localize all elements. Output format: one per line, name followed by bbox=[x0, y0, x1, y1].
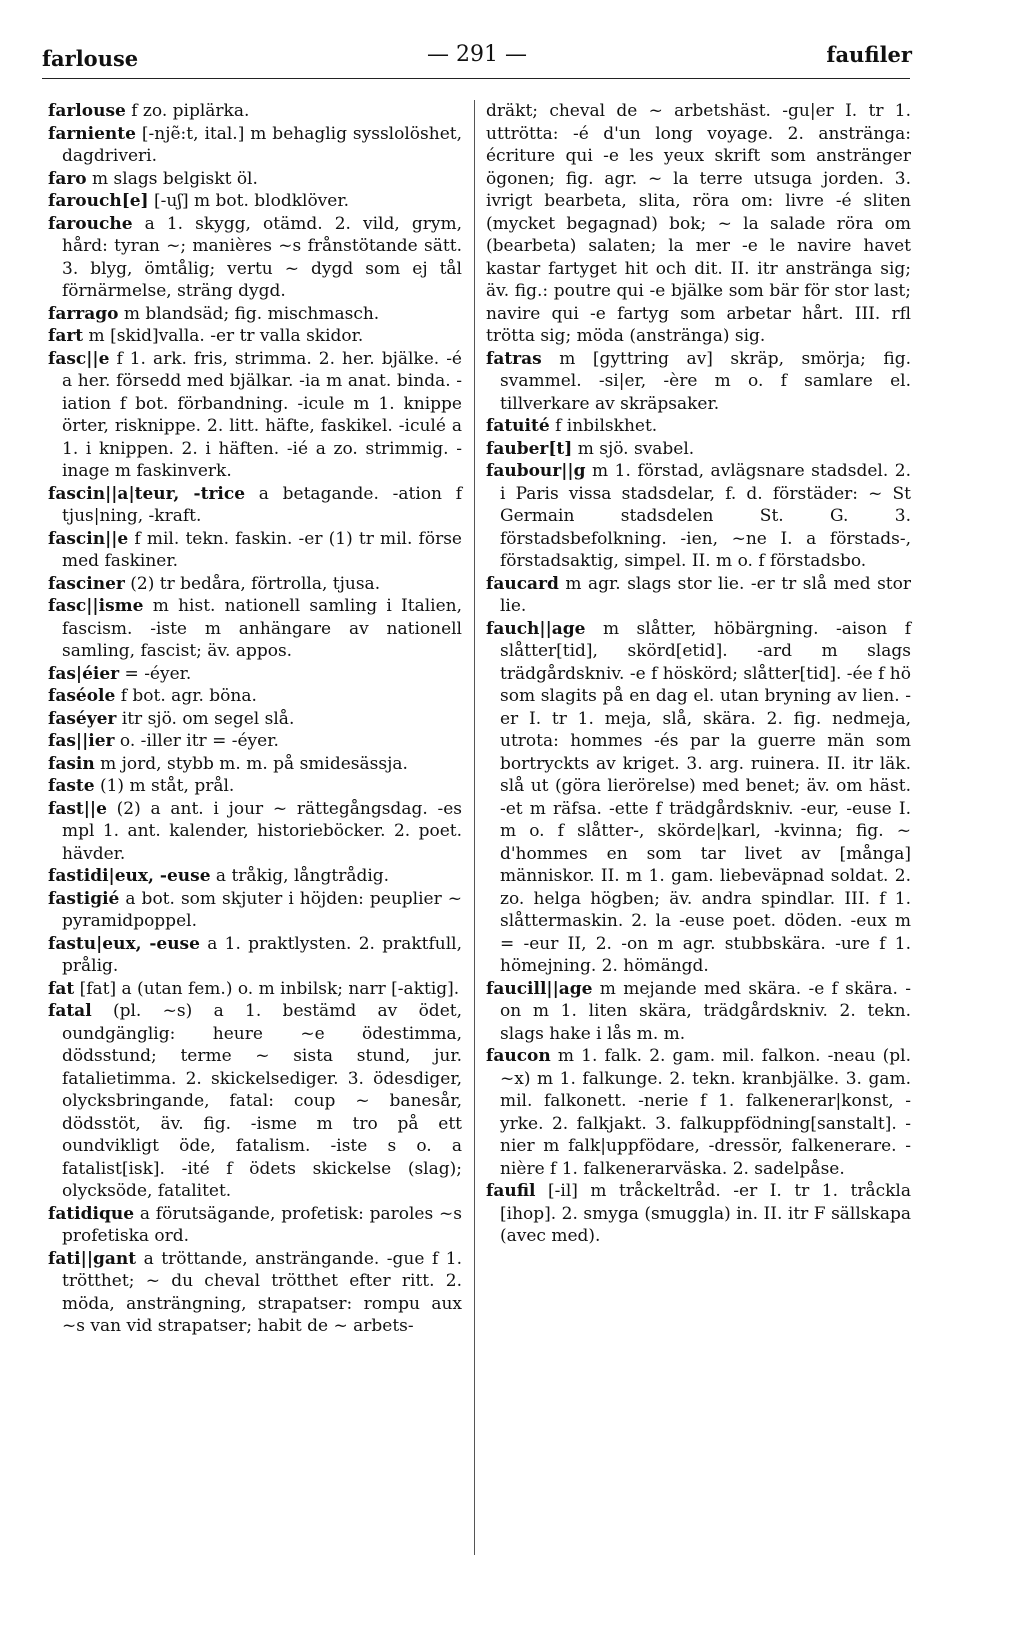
entry-headword: fart bbox=[48, 326, 84, 346]
page-header bbox=[42, 38, 912, 78]
dictionary-entry bbox=[486, 573, 911, 618]
dictionary-entry bbox=[486, 100, 911, 348]
entry-definition: a bot. som skjuter i höjden: peuplier ~ pyramidpoppel. bbox=[62, 888, 462, 931]
entry-definition: a betagande. -ation f tjus|ning, -kraft. bbox=[62, 483, 462, 526]
entry-headword: fasc||isme bbox=[48, 596, 144, 616]
dictionary-entry bbox=[486, 978, 911, 1046]
entry-definition: o. -iller itr = -éyer. bbox=[114, 731, 279, 751]
dictionary-entry bbox=[486, 348, 911, 416]
entry-definition: a tråkig, långtrådig. bbox=[210, 866, 390, 886]
entry-headword: farlouse bbox=[48, 101, 126, 121]
entry-headword: fastidi|eux, -euse bbox=[48, 866, 211, 886]
dictionary-entry bbox=[48, 663, 462, 686]
header-right-guideword: faufiler bbox=[826, 42, 912, 67]
entry-headword: fatuité bbox=[486, 416, 550, 436]
entry-headword: fastigié bbox=[48, 888, 120, 909]
dictionary-entry bbox=[486, 618, 911, 978]
entry-definition: m blandsäd; fig. mischmasch. bbox=[118, 303, 380, 324]
page-number: — 291 — bbox=[427, 42, 527, 67]
column-divider bbox=[474, 100, 475, 1555]
entry-headword: fascin||e bbox=[48, 528, 129, 549]
entry-headword: fastu|eux, -euse bbox=[48, 933, 200, 954]
entry-definition: a 1. skygg, otämd. 2. vild, grym, hård: tyran ~; manières ~s frånstötande sätt. 3. blyg, ömtålig; vertu ~ dygd som ej tål förnärmelse, sträng dygd. bbox=[62, 213, 462, 301]
entry-headword: fas|éier bbox=[48, 663, 120, 684]
dictionary-entry bbox=[48, 933, 462, 978]
dictionary-entry bbox=[48, 325, 462, 348]
entry-definition: m 1. falk. 2. gam. mil. falkon. -neau (pl. ~x) m 1. falkunge. 2. tekn. kranbjälke. 3. gam. mil. falkonett. -nerie f 1. falkenerar|konst, -yrke. 2. falkjakt. 3. falkuppfödning[sanstalt]. -nier m falk|uppfödare, -dressör, falkenerare. -nière f 1. falkenerarväska. 2. sadelpåse. bbox=[500, 1046, 911, 1179]
entry-headword: fas||ier bbox=[48, 731, 115, 751]
entry-definition: (2) tr bedåra, förtrolla, tjusa. bbox=[124, 573, 381, 594]
entry-definition: a förutsägande, profetisk: paroles ~s profetiska ord. bbox=[62, 1203, 462, 1246]
entry-definition: f inbilskhet. bbox=[549, 416, 658, 436]
entry-definition: = -éyer. bbox=[119, 663, 192, 684]
dictionary-entry bbox=[48, 685, 462, 708]
dictionary-entry bbox=[48, 775, 462, 798]
entry-headword: fatal bbox=[48, 1001, 92, 1021]
entry-definition: (pl. ~s) a 1. bestämd av ödet, oundgänglig: heure ~e ödestimma, dödsstund; terme ~ sista stund, jur. fatalietimma. 2. skickelsediger. 3. ödesdiger, olycksbringande, fatal: coup ~ banesår, dödsstöt, äv. fig. -isme m tro på ett oundvikligt öde, fatalism. -iste s o. a fatalist[isk]. -ité f ödets skickelse (slag); olycksöde, fatalitet. bbox=[62, 1001, 462, 1201]
entry-headword: faste bbox=[48, 776, 95, 796]
dictionary-entry bbox=[486, 460, 911, 573]
dictionary-entry bbox=[48, 730, 462, 753]
entry-definition: m agr. slags stor lie. -er tr slå med stor lie. bbox=[500, 573, 911, 616]
dictionary-entry bbox=[48, 483, 462, 528]
entry-definition: a tröttande, ansträngande. -gue f 1. trötthet; ~ du cheval trötthet efter ritt. 2. möda, ansträngning, strapatser: rompu aux ~s van vid strapatser; habit de ~ arbets- bbox=[62, 1248, 462, 1336]
entry-headword: faséole bbox=[48, 686, 116, 706]
dictionary-entry bbox=[486, 415, 911, 438]
entry-headword: fasciner bbox=[48, 573, 125, 594]
entry-definition: f mil. tekn. faskin. -er (1) tr mil. förse med faskiner. bbox=[62, 528, 462, 571]
dictionary-entry bbox=[48, 978, 462, 1001]
entry-definition: m sjö. svabel. bbox=[572, 438, 695, 459]
entry-headword: fatras bbox=[486, 348, 542, 369]
entry-definition: dräkt; cheval de ~ arbetshäst. -gu|er I. tr 1. uttrötta: -é d'un long voyage. 2. anstränga: écriture qui -e les yeux skrift som anstränger ögonen; fig. agr. ~ la terre utsuga jorden. 3. ivrigt bearbeta, slita, röra om: livre -é sliten (mycket begagnad) bok; ~ la salade röra om (bearbeta) salaten; la mer -e le navire havet kastar fartyget hit och dit. II. itr anstränga sig; äv. fig.: poutre qui -e bjälke som bär för stor last; navire qui -e fartyg som arbetar hårt. III. rfl trötta sig; möda (anstränga) sig. bbox=[486, 101, 911, 346]
entry-headword: farouche bbox=[48, 213, 133, 234]
entry-definition: m slåtter, höbärgning. -aison f slåtter[tid], skörd[etid]. -ard m slags trädgårdskniv. -e f höskörd; slåtter[tid]. -ée f hö som slagits på en dag el. utan bryning av lien. -er I. tr 1. meja, slå, skära. 2. fig. nedmeja, utrota: hommes -és par la guerre män som bortryckts av kriget. 3. arg. ruinera. II. itr läk. slå ut (göra lierörelse) med benet; äv. om häst. -et m räfsa. -ette f trädgårdskniv. -eur, -euse I. m o. f slåtter-, skörde|karl, -kvinna; fig. ~ d'hommes en som tar livet av [många] människor. II. m 1. gam. liebeväpnad soldat. 2. zo. helga högben; äv. andra spindlar. III. f 1. slåttermaskin. 2. la -euse poet. döden. -eux m = -eur II, 2. -on m agr. stubbskära. -ure f 1. hömejning. 2. hömängd. bbox=[500, 618, 911, 976]
dictionary-entry bbox=[486, 1045, 911, 1180]
entry-headword: farrago bbox=[48, 303, 119, 324]
entry-headword: fast||e bbox=[48, 798, 107, 819]
entry-headword: fat bbox=[48, 978, 75, 999]
dictionary-entry bbox=[486, 438, 911, 461]
entry-definition: (1) m ståt, prål. bbox=[94, 776, 235, 796]
entry-definition: f bot. agr. böna. bbox=[115, 686, 257, 706]
dictionary-entry bbox=[48, 573, 462, 596]
dictionary-entry bbox=[48, 528, 462, 573]
entry-definition: f zo. piplärka. bbox=[125, 101, 250, 121]
entry-definition: m mejande med skära. -e f skära. -on m 1. liten skära, trädgårdskniv. 2. tekn. slags hake i lås m. m. bbox=[500, 978, 911, 1044]
entry-definition: a 1. praktlysten. 2. praktfull, prålig. bbox=[62, 933, 462, 976]
dictionary-entry bbox=[48, 190, 462, 213]
entry-headword: faucon bbox=[486, 1046, 551, 1066]
dictionary-entry bbox=[48, 1203, 462, 1248]
dictionary-entry bbox=[48, 303, 462, 326]
left-column bbox=[48, 100, 462, 1338]
dictionary-entry bbox=[486, 1180, 911, 1248]
entry-headword: faucard bbox=[486, 573, 559, 594]
entry-headword: faucill||age bbox=[486, 978, 593, 999]
entry-headword: faufil bbox=[486, 1181, 536, 1201]
dictionary-entry bbox=[48, 708, 462, 731]
entry-headword: fasin bbox=[48, 753, 95, 774]
entry-headword: farouch[e] bbox=[48, 191, 149, 211]
entry-headword: fasc||e bbox=[48, 348, 110, 369]
dictionary-entry bbox=[48, 1000, 462, 1203]
entry-definition: m 1. förstad, avlägsnare stadsdel. 2. i Paris vissa stadsdelar, f. d. förstäder: ~ St Germain stadsdelen St. G. 3. förstadsbefolkning. -ien, ~ne I. a förstads-, förstadsaktig, simpel. II. m o. f förstadsbo. bbox=[500, 461, 911, 571]
entry-definition: m hist. nationell samling i Italien, fascism. -iste m anhängare av nationell samling, fascist; äv. appos. bbox=[62, 596, 462, 661]
entry-headword: fascin||a|teur, -trice bbox=[48, 483, 246, 504]
entry-definition: m [gyttring av] skräp, smörja; fig. svammel. -si|er, -ère m o. f samlare el. tillverkare av skräpsaker. bbox=[500, 348, 911, 414]
right-column bbox=[486, 100, 911, 1248]
entry-headword: faubour||g bbox=[486, 461, 586, 481]
entry-headword: farniente bbox=[48, 123, 136, 144]
dictionary-entry bbox=[48, 865, 462, 888]
dictionary-entry bbox=[48, 753, 462, 776]
entry-headword: faro bbox=[48, 168, 87, 189]
dictionary-entry bbox=[48, 168, 462, 191]
entry-definition: [fat] a (utan fem.) o. m inbilsk; narr [-aktig]. bbox=[74, 978, 460, 999]
entry-headword: fati||gant bbox=[48, 1248, 137, 1269]
entry-definition: [-uʃ] m bot. blodklöver. bbox=[148, 191, 350, 211]
dictionary-entry bbox=[48, 123, 462, 168]
entry-definition: itr sjö. om segel slå. bbox=[116, 708, 295, 729]
dictionary-entry bbox=[48, 1248, 462, 1338]
entry-definition: (2) a ant. i jour ~ rättegångsdag. -es mpl 1. ant. kalender, historieböcker. 2. poet. hävder. bbox=[62, 798, 462, 864]
entry-headword: fatidique bbox=[48, 1203, 135, 1224]
dictionary-entry bbox=[48, 888, 462, 933]
entry-definition: f 1. ark. fris, strimma. 2. her. bjälke. -é a her. försedd med bjälkar. -ia m anat. binda. -iation f bot. förbandning. -icule m 1. knippe örter, risknippe. 2. litt. häfte, faskikel. -iculé a 1. i knippen. 2. i häften. -ié a zo. strimmig. -inage m faskinverk. bbox=[62, 348, 462, 481]
entry-definition: m [skid]valla. -er tr valla skidor. bbox=[83, 326, 364, 346]
header-left-guideword: farlouse bbox=[42, 46, 139, 71]
entry-definition: m jord, stybb m. m. på smidesässja. bbox=[94, 753, 408, 774]
entry-definition: m slags belgiskt öl. bbox=[86, 168, 258, 189]
dictionary-entry bbox=[48, 100, 462, 123]
dictionary-entry bbox=[48, 348, 462, 483]
header-rule bbox=[42, 78, 910, 79]
entry-headword: fauch||age bbox=[486, 618, 586, 639]
dictionary-entry bbox=[48, 595, 462, 663]
dictionary-entry bbox=[48, 213, 462, 303]
entry-headword: fauber[t] bbox=[486, 438, 573, 459]
entry-definition: [-il] m tråckeltråd. -er I. tr 1. tråckla [ihop]. 2. smyga (smuggla) in. II. itr F sällskapa (avec med). bbox=[500, 1181, 911, 1246]
dictionary-entry bbox=[48, 798, 462, 866]
entry-definition: [-njẽ:t, ital.] m behaglig sysslolöshet, dagdriveri. bbox=[62, 123, 462, 166]
entry-headword: faséyer bbox=[48, 708, 117, 729]
